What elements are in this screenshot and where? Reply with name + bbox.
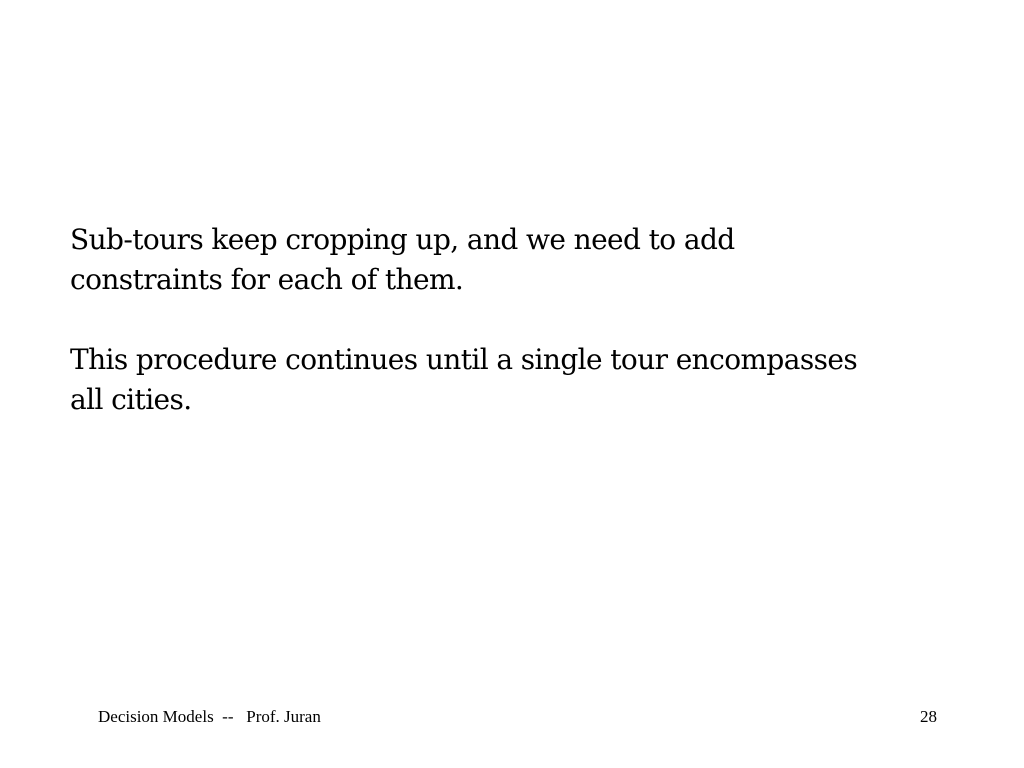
paragraph-line: constraints for each of them.: [70, 263, 464, 296]
paragraph-subtours: [70, 220, 970, 300]
paragraph-line: all cities.: [70, 383, 192, 416]
paragraph-line: This procedure continues until a single tour encompasses: [70, 343, 858, 376]
footer-page-number: 28: [920, 707, 937, 726]
paragraph-line: Sub-tours keep cropping up, and we need to add: [70, 223, 735, 256]
paragraph-procedure: [70, 340, 970, 420]
footer-course-title: Decision Models -- Prof. Juran: [98, 707, 321, 726]
slide-body: [70, 220, 970, 420]
